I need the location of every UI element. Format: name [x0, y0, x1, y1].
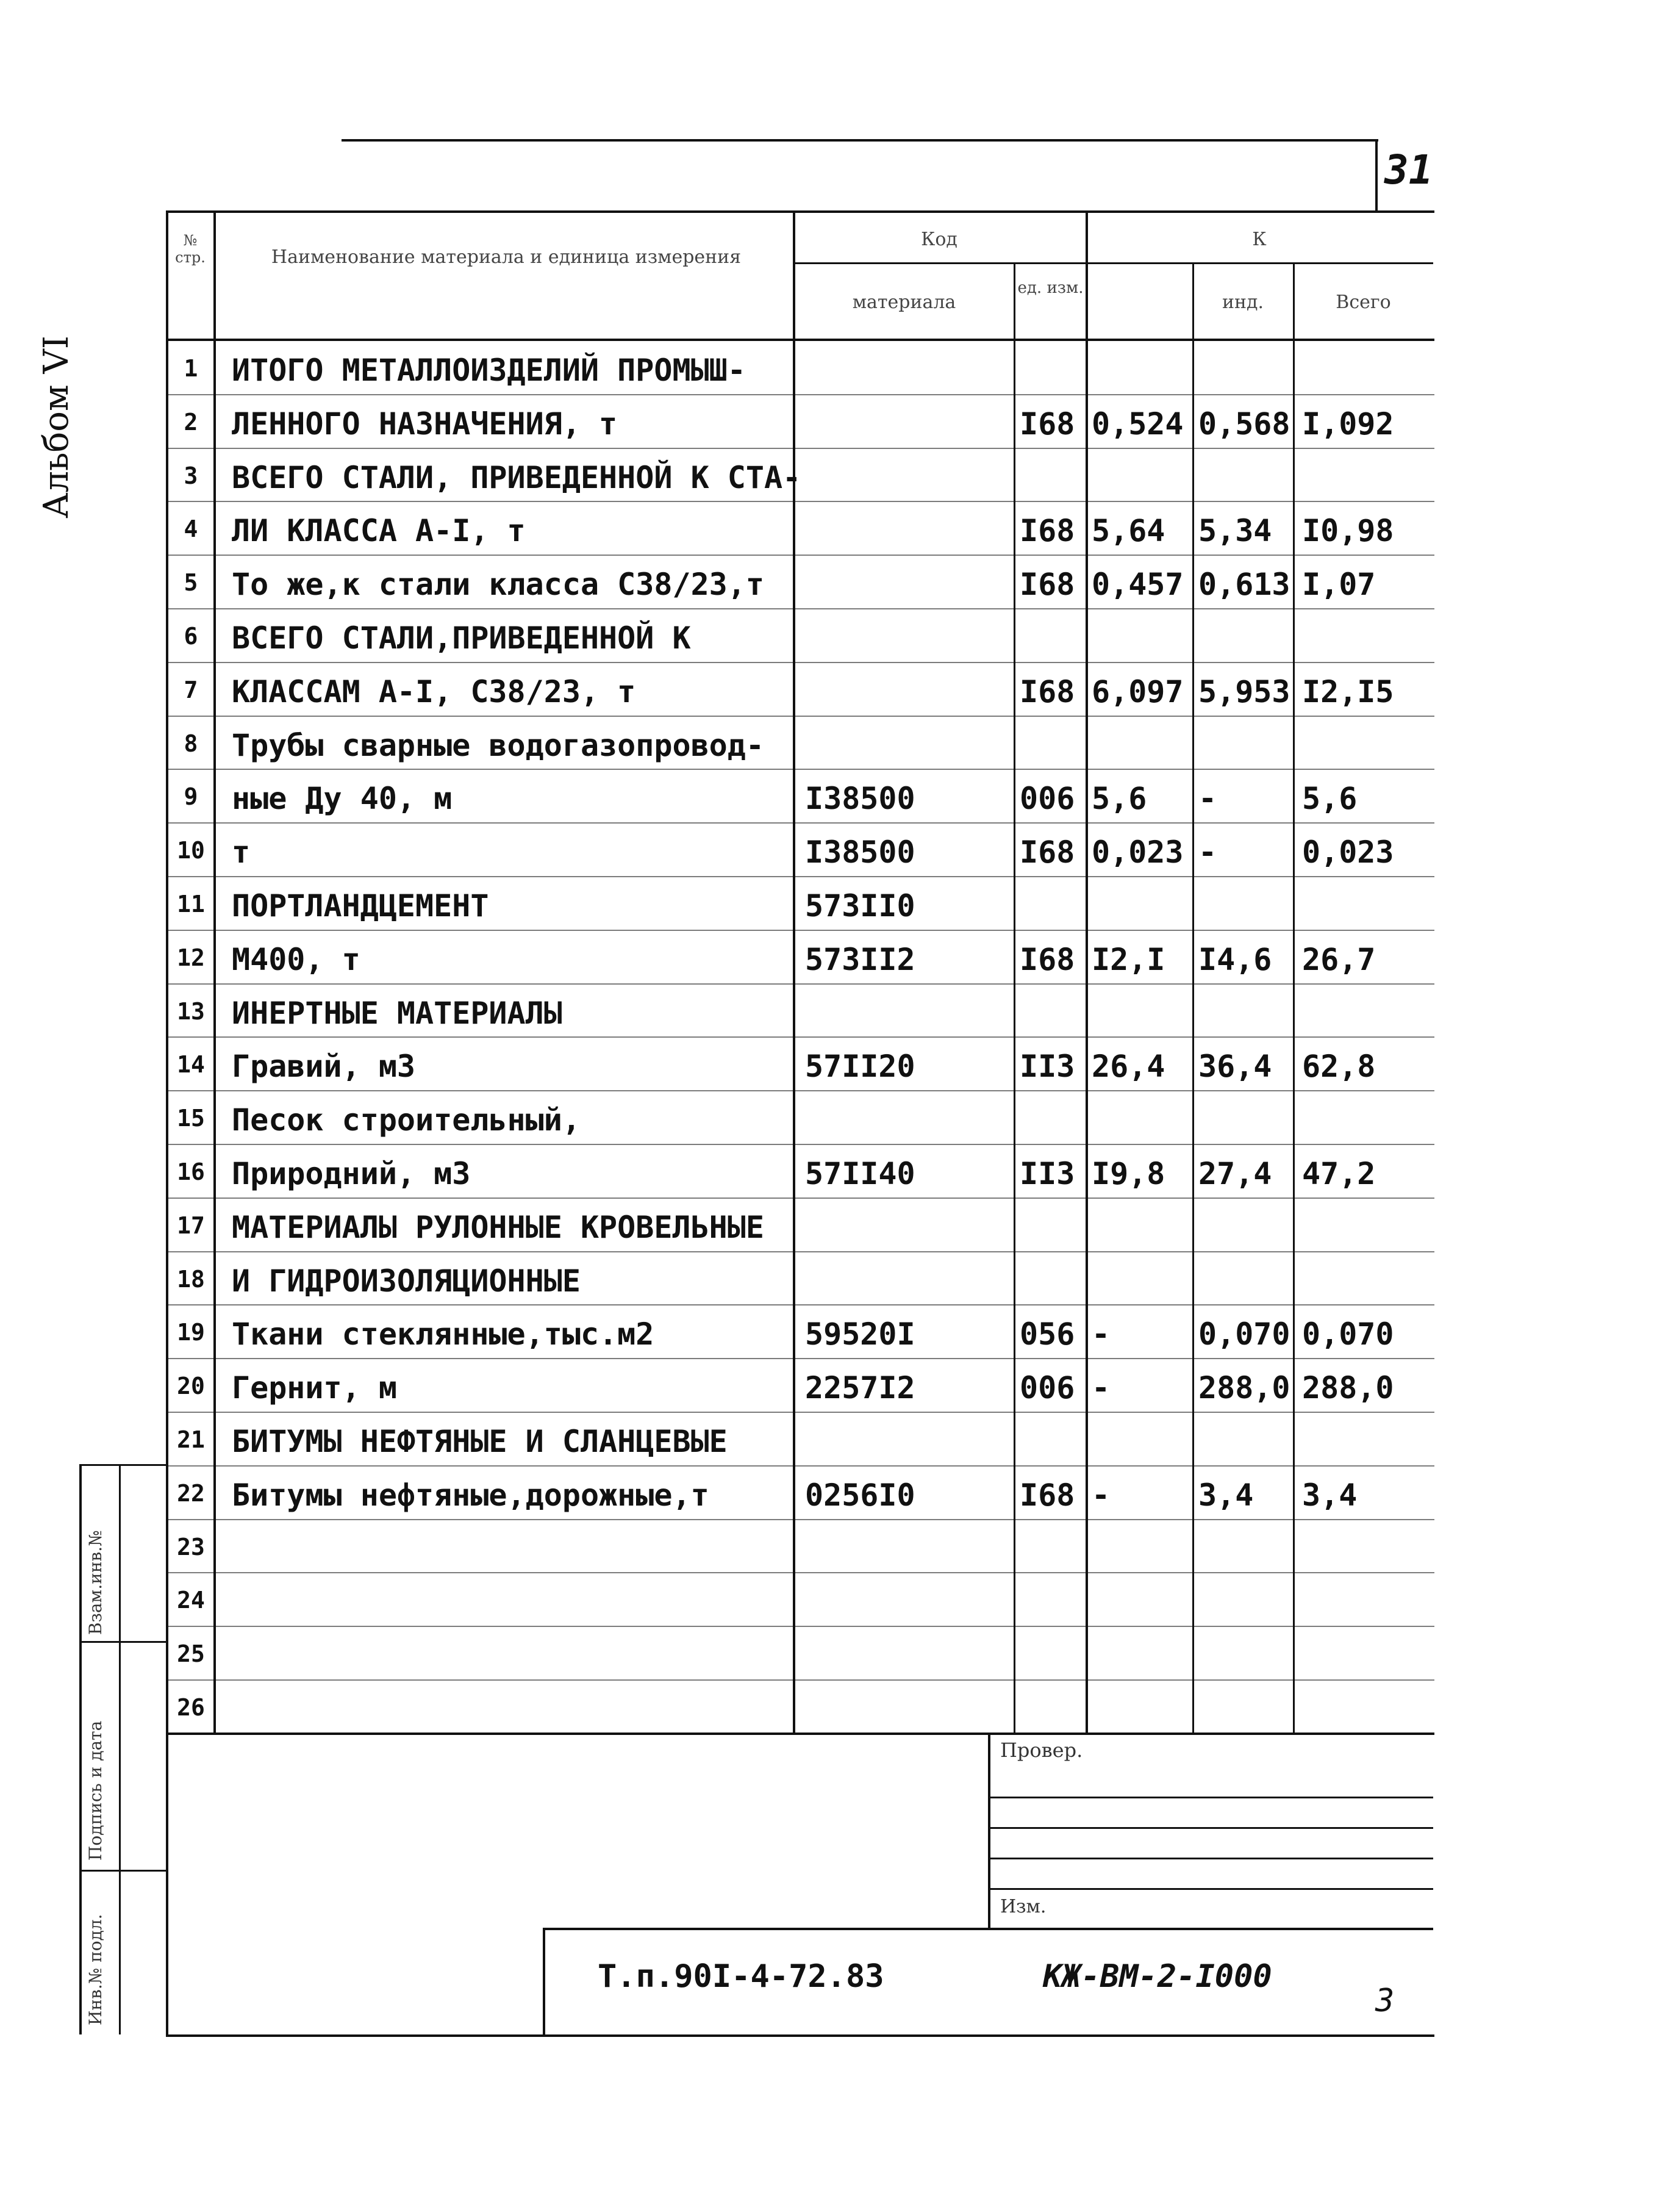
cell-code: 57II40: [805, 1156, 915, 1191]
cell-n: 2: [184, 408, 198, 436]
row-divider: [166, 1733, 1434, 1734]
header-name: Наименование материала и единица измерения: [271, 246, 742, 268]
cell-code: 0256I0: [805, 1477, 915, 1513]
cell-total: 26,7: [1302, 941, 1376, 977]
cell-a: 6,097: [1092, 673, 1184, 709]
cell-name: КЛАССАМ А-I, С38/23, т: [232, 673, 636, 709]
cell-total: 0,070: [1302, 1316, 1394, 1352]
stamp-label-substitute: Взам.инв.№: [85, 1530, 106, 1635]
cell-b: 5,953: [1198, 673, 1290, 709]
cell-unit: II3: [1020, 1049, 1075, 1085]
cell-total: I,092: [1302, 406, 1394, 442]
header-col-material: материала: [852, 292, 956, 313]
header-code-group: Код: [921, 229, 957, 250]
cell-b: I4,6: [1198, 941, 1272, 977]
row-divider: [166, 876, 1434, 877]
cell-n: 21: [177, 1426, 205, 1453]
cell-n: 15: [177, 1105, 205, 1132]
cell-b: 5,34: [1198, 513, 1272, 549]
cell-code: 573II2: [805, 941, 915, 977]
cell-a: 5,6: [1092, 781, 1147, 817]
row-divider: [166, 448, 1434, 449]
cell-b: 27,4: [1198, 1156, 1272, 1191]
cell-n: 9: [184, 783, 198, 811]
cell-name: БИТУМЫ НЕФТЯНЫЕ И СЛАНЦЕВЫЕ: [232, 1424, 728, 1459]
row-divider: [166, 716, 1434, 717]
row-divider: [166, 1572, 1434, 1573]
cell-name: Битумы нефтяные,дорожные,т: [232, 1477, 709, 1513]
cell-n: 5: [184, 569, 198, 597]
header-col-b: инд.: [1222, 292, 1264, 313]
row-divider: [166, 1412, 1434, 1413]
cell-n: 8: [184, 730, 198, 757]
header-row-number: № стр.: [175, 232, 206, 266]
row-divider: [166, 822, 1434, 824]
cell-name: ИТОГО МЕТАЛЛОИЗДЕЛИЙ ПРОМЫШ-: [232, 353, 746, 388]
cell-n: 7: [184, 676, 198, 703]
row-divider: [166, 1251, 1434, 1252]
cell-b: 0,070: [1198, 1316, 1290, 1352]
cell-n: 24: [177, 1587, 205, 1614]
cell-n: 26: [177, 1694, 205, 1721]
row-divider: [166, 1519, 1434, 1520]
cell-b: -: [1198, 835, 1217, 871]
row-divider: [166, 394, 1434, 395]
stamp-label-signature: Подпись и дата: [85, 1720, 106, 1861]
cell-b: -: [1198, 781, 1217, 817]
cell-n: 10: [177, 837, 205, 864]
cell-a: -: [1092, 1477, 1111, 1513]
cell-n: 20: [177, 1373, 205, 1400]
row-divider: [166, 1198, 1434, 1199]
row-divider: [166, 555, 1434, 556]
cell-n: 18: [177, 1265, 205, 1293]
cell-n: 23: [177, 1533, 205, 1560]
cell-name: М400, т: [232, 941, 360, 977]
cell-a: I9,8: [1092, 1156, 1165, 1191]
cell-name: ные Ду 40, м: [232, 781, 453, 817]
cell-unit: 006: [1020, 1370, 1075, 1406]
page-number: 31: [1384, 146, 1433, 193]
cell-a: I2,I: [1092, 941, 1165, 977]
cell-n: 4: [184, 515, 198, 543]
cell-a: -: [1092, 1370, 1111, 1406]
document-code: Т.п.90I-4-72.83: [598, 1958, 884, 1995]
cell-total: I,07: [1302, 567, 1376, 603]
row-divider: [166, 1144, 1434, 1145]
cell-name: ЛЕННОГО НАЗНАЧЕНИЯ, т: [232, 406, 618, 442]
cell-name: Трубы сварные водогазопровод-: [232, 727, 764, 763]
cell-code: I38500: [805, 781, 915, 817]
cell-total: 3,4: [1302, 1477, 1358, 1513]
cell-unit: 006: [1020, 781, 1075, 817]
cell-total: 5,6: [1302, 781, 1358, 817]
sheet-number: 3: [1375, 1983, 1395, 2019]
cell-a: 0,457: [1092, 567, 1184, 603]
row-divider: [166, 983, 1434, 985]
cell-total: I0,98: [1302, 513, 1394, 549]
cell-name: Песок строительный,: [232, 1102, 581, 1138]
cell-b: 0,613: [1198, 567, 1290, 603]
cell-n: 22: [177, 1479, 205, 1507]
row-divider: [166, 608, 1434, 609]
cell-total: 62,8: [1302, 1049, 1376, 1085]
row-divider: [166, 1090, 1434, 1091]
cell-b: 288,0: [1198, 1370, 1290, 1406]
cell-b: 3,4: [1198, 1477, 1254, 1513]
cell-n: 11: [177, 891, 205, 917]
document-code-secondary: КЖ-ВМ-2-I000: [1043, 1958, 1272, 1995]
album-label: Альбом VI: [37, 336, 76, 519]
cell-unit: I68: [1020, 567, 1075, 603]
header-col-unit: ед. изм.: [1017, 279, 1084, 297]
cell-unit: I68: [1020, 941, 1075, 977]
row-divider: [166, 1304, 1434, 1305]
stamp-label-inventory: Инв.№ подл.: [85, 1914, 106, 2025]
cell-n: 3: [184, 462, 198, 489]
cell-unit: I68: [1020, 406, 1075, 442]
cell-name: Гернит, м: [232, 1370, 397, 1406]
corner-rule: [1375, 139, 1378, 212]
cell-name: То же,к стали класса С38/23,т: [232, 567, 764, 603]
cell-name: ЛИ КЛАССА А-I, т: [232, 513, 526, 549]
cell-a: 0,023: [1092, 835, 1184, 871]
cell-code: 59520I: [805, 1316, 915, 1352]
row-divider: [166, 501, 1434, 502]
cell-code: 2257I2: [805, 1370, 915, 1406]
cell-unit: I68: [1020, 513, 1075, 549]
cell-a: 5,64: [1092, 513, 1165, 549]
top-rule: [342, 139, 1378, 142]
cell-name: т: [232, 835, 251, 871]
cell-total: I2,I5: [1302, 673, 1394, 709]
cell-name: Природний, м3: [232, 1156, 471, 1191]
cell-n: 25: [177, 1640, 205, 1668]
change-label: Изм.: [1000, 1896, 1047, 1917]
row-divider: [166, 662, 1434, 663]
cell-n: 1: [184, 355, 198, 382]
row-divider: [166, 1358, 1434, 1359]
row-divider: [166, 1465, 1434, 1467]
cell-name: ИНЕРТНЫЕ МАТЕРИАЛЫ: [232, 995, 562, 1031]
cell-name: ВСЕГО СТАЛИ, ПРИВЕДЕННОЙ К СТА-: [232, 459, 801, 495]
cell-n: 6: [184, 623, 198, 650]
cell-code: I38500: [805, 835, 915, 871]
cell-b: 0,568: [1198, 406, 1290, 442]
row-divider: [166, 1679, 1434, 1681]
cell-code: 573II0: [805, 888, 915, 924]
row-divider: [166, 769, 1434, 770]
cell-n: 17: [177, 1212, 205, 1239]
row-divider: [166, 1626, 1434, 1627]
row-divider: [166, 1036, 1434, 1038]
row-divider: [166, 930, 1434, 931]
header-qty-group: К: [1252, 229, 1267, 250]
cell-n: 16: [177, 1158, 205, 1185]
cell-unit: I68: [1020, 673, 1075, 709]
cell-name: Гравий, м3: [232, 1049, 416, 1085]
cell-total: 47,2: [1302, 1156, 1376, 1191]
cell-unit: I68: [1020, 1477, 1075, 1513]
cell-name: И ГИДРОИЗОЛЯЦИОННЫЕ: [232, 1263, 581, 1299]
cell-unit: 056: [1020, 1316, 1075, 1352]
cell-n: 14: [177, 1051, 205, 1079]
cell-code: 57II20: [805, 1049, 915, 1085]
cell-a: -: [1092, 1316, 1111, 1352]
cell-n: 19: [177, 1319, 205, 1346]
cell-a: 0,524: [1092, 406, 1184, 442]
cell-total: 0,023: [1302, 835, 1394, 871]
checked-label: Провер.: [1000, 1739, 1083, 1762]
cell-unit: I68: [1020, 835, 1075, 871]
cell-total: 288,0: [1302, 1370, 1394, 1406]
cell-name: Ткани стеклянные,тыс.м2: [232, 1316, 654, 1352]
cell-name: ВСЕГО СТАЛИ,ПРИВЕДЕННОЙ К: [232, 620, 691, 656]
cell-n: 13: [177, 997, 205, 1025]
cell-name: ПОРТЛАНДЦЕМЕНТ: [232, 888, 489, 924]
header-col-total: Всего: [1336, 292, 1391, 313]
cell-b: 36,4: [1198, 1049, 1272, 1085]
cell-unit: II3: [1020, 1156, 1075, 1191]
cell-a: 26,4: [1092, 1049, 1165, 1085]
cell-name: МАТЕРИАЛЫ РУЛОННЫЕ КРОВЕЛЬНЫЕ: [232, 1209, 764, 1245]
cell-n: 12: [177, 944, 205, 971]
